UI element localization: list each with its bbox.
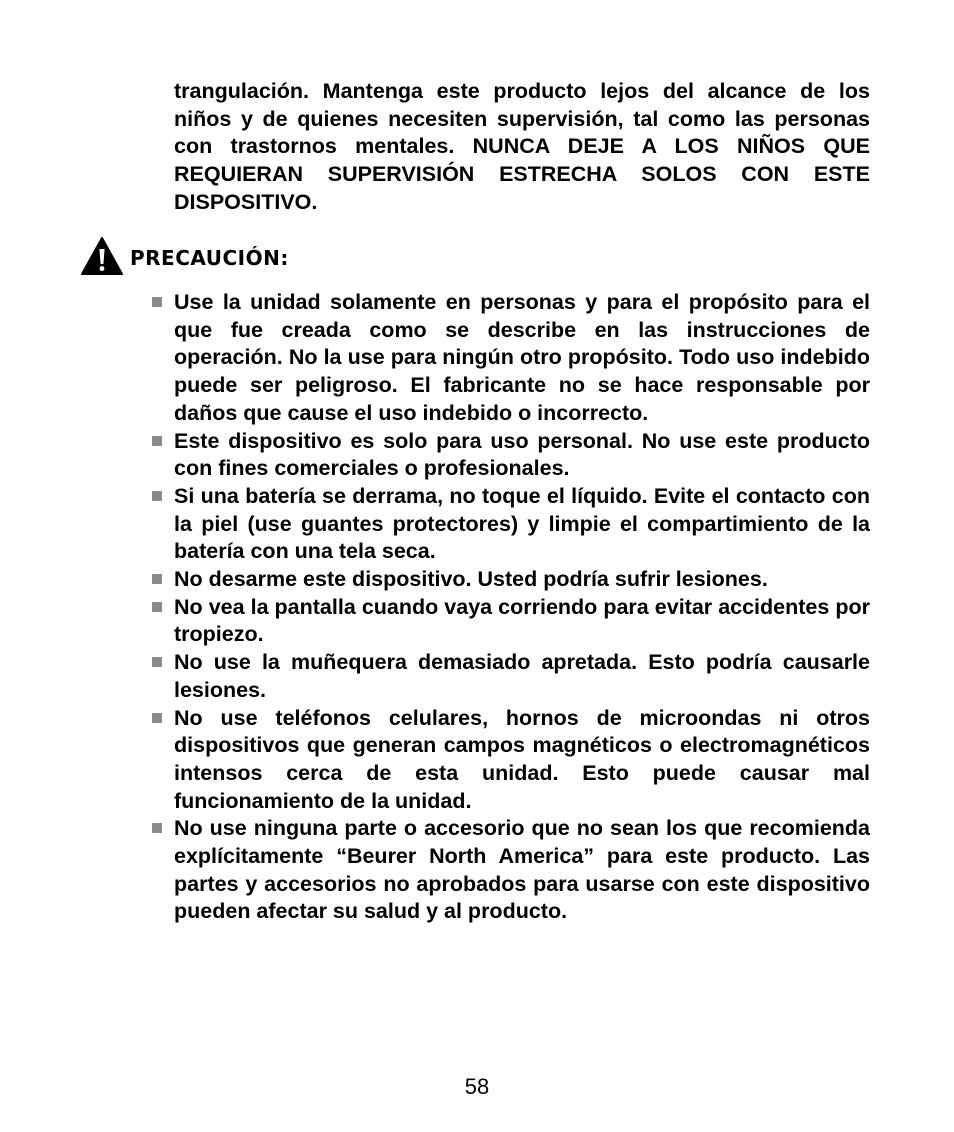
square-bullet-icon [152,657,162,667]
caution-item [150,815,870,926]
square-bullet-icon [152,574,162,584]
caution-item-text: No vea la pantalla cuando vaya corriendo para evitar accidentes por tropiezo. [174,594,870,647]
caution-item [150,594,870,649]
caution-item-text: Si una batería se derrama, no toque el líquido. Evite el contacto con la piel (use guantes protectores) y limpie el compartimiento de la batería con una tela seca. [174,483,870,564]
caution-item-text: No desarme este dispositivo. Usted podría sufrir lesiones. [174,567,768,592]
caution-item-text: Este dispositivo es solo para uso personal. No use este producto con fines comerciales o profesionales. [174,428,870,481]
page-number: 58 [464,1074,490,1099]
intro-paragraph: trangulación. Mantenga este producto lejos del alcance de los niños y de quienes necesiten supervisión, tal como las personas con trastornos mentales. NUNCA DEJE A LOS NIÑOS QUE REQUIERAN SUPERVISIÓN ESTRECHA SOLOS CON ESTE DISPOSITIVO. [174,79,870,214]
caution-item [150,705,870,816]
square-bullet-icon [152,602,162,612]
caution-list [150,289,870,926]
caution-label: PRECAUCIÓN: [130,246,289,270]
caution-item [150,649,870,704]
square-bullet-icon [152,491,162,501]
square-bullet-icon [152,713,162,723]
caution-item-text: No use teléfonos celulares, hornos de microondas ni otros dispositivos que generan campos magnéticos o electromagnéticos intensos cerca de esta unidad. Esto puede causar mal funcionamiento de la unidad. [174,705,870,813]
square-bullet-icon [152,297,162,307]
warning-triangle-icon [80,236,124,276]
caution-item [150,428,870,483]
caution-item-text: Use la unidad solamente en personas y para el propósito para el que fue creada como se describe en las instrucciones de operación. No la use para ningún otro propósito. Todo uso indebido puede ser peligroso. El fabricante no se hace responsable por daños que cause el uso indebido o incorrecto. [174,290,870,425]
caution-item [150,289,870,428]
caution-heading [80,234,289,278]
caution-item-text: No use ninguna parte o accesorio que no sean los que recomienda explícitamente “Beurer North America” para este producto. Las partes y accesorios no aprobados para usarse con este dispositivo pueden afectar su salud y al producto. [174,816,870,924]
caution-item-text: No use la muñequera demasiado apretada. Esto podría causarle lesiones. [174,650,870,702]
caution-item [150,566,870,594]
square-bullet-icon [152,436,162,446]
caution-item [150,483,870,566]
square-bullet-icon [152,823,162,833]
